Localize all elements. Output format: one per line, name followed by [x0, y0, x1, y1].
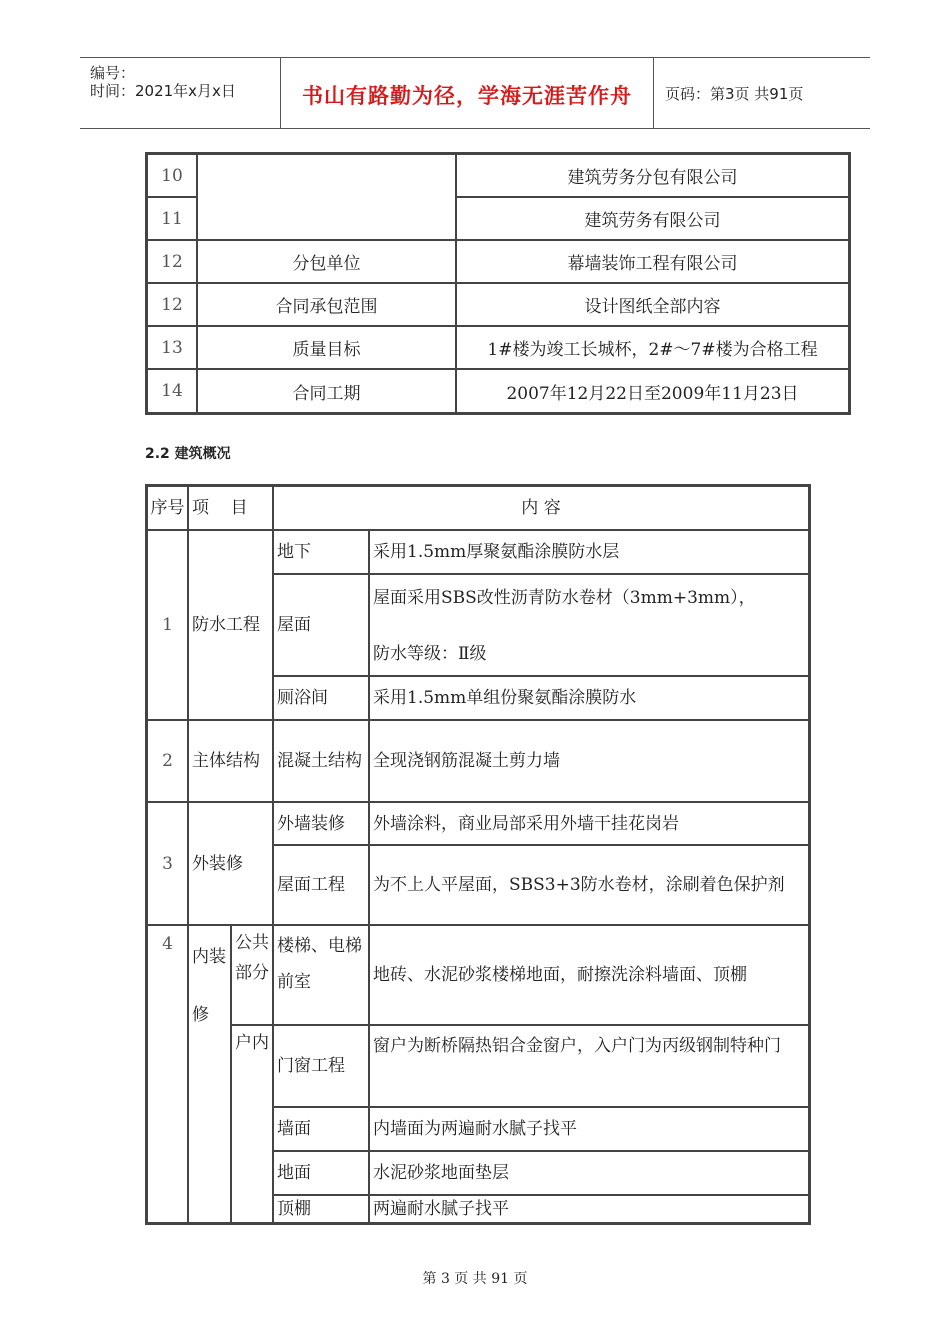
row-item: 合同承包范围: [197, 283, 456, 326]
table-row: [147, 925, 809, 1025]
row-content: 1#楼为竣工长城杯，2#～7#楼为合格工程: [456, 326, 849, 369]
row-item: [197, 154, 456, 240]
motto: 书山有路勤为径，学海无涯苦作舟: [302, 84, 632, 108]
group-name: 防水工程: [188, 530, 273, 720]
time-label: 时间：2021年x月x日: [90, 82, 236, 100]
table-row: [147, 369, 849, 413]
page-info: 页码：第3页 共91页: [665, 85, 804, 103]
sub-content: 采用1.5mm单组份聚氨酯涂膜防水: [369, 676, 809, 720]
sub-content-line2: 防水等级：Ⅱ级: [373, 644, 487, 664]
sub-item: 地面: [273, 1151, 369, 1195]
row-item: 合同工期: [197, 369, 456, 413]
row-content: 幕墙装饰工程有限公司: [456, 240, 849, 283]
table-row: [147, 283, 849, 326]
sub-item: 门窗工程: [273, 1025, 369, 1107]
group-name: 内装修: [188, 925, 231, 1223]
row-item: 分包单位: [197, 240, 456, 283]
sub-content: 为不上人平屋面，SBS3+3防水卷材，涂刷着色保护剂: [369, 845, 809, 925]
header-page-cell: [653, 58, 870, 128]
sub-content: 窗户为断桥隔热铝合金窗户，入户门为丙级钢制特种门: [369, 1025, 809, 1107]
page-header: [80, 57, 870, 129]
row-number: 14: [147, 369, 197, 413]
table-row: [147, 1025, 809, 1107]
header-no: 序号: [147, 486, 188, 530]
row-content: 建筑劳务有限公司: [456, 197, 849, 240]
sub-item: 屋面: [273, 574, 369, 676]
sub-content: 采用1.5mm厚聚氨酯涂膜防水层: [369, 530, 809, 574]
table-row: [147, 530, 809, 574]
page-footer: 第 3 页 共 91 页: [422, 1271, 528, 1287]
row-number: 11: [147, 197, 197, 240]
row-number: 10: [147, 154, 197, 197]
sub-item: 屋面工程: [273, 845, 369, 925]
group-number: 4: [147, 925, 188, 1223]
table-row: [147, 326, 849, 369]
contract-table: [145, 152, 851, 415]
section-title: 2.2 建筑概况: [145, 446, 231, 462]
row-item: 质量目标: [197, 326, 456, 369]
sub-item: 外墙装修: [273, 802, 369, 845]
number-label: 编号：: [90, 64, 136, 82]
table-row: [147, 240, 849, 283]
group-number: 2: [147, 720, 188, 802]
group-name: 主体结构: [188, 720, 273, 802]
building-overview-table: [145, 484, 811, 1225]
row-number: 12: [147, 240, 197, 283]
group-number: 3: [147, 802, 188, 925]
sub-content: 屋面采用SBS改性沥青防水卷材（3mm+3mm），: [373, 588, 756, 608]
sub-content: 内墙面为两遍耐水腻子找平: [369, 1107, 809, 1151]
table-row: [147, 802, 809, 845]
row-content: 设计图纸全部内容: [456, 283, 849, 326]
sub-content-cell: [369, 574, 809, 676]
table-row: [147, 154, 849, 197]
header-item: 项 目: [188, 486, 273, 530]
sub-content: 水泥砂浆地面垫层: [369, 1151, 809, 1195]
sub-content: 外墙涂料，商业局部采用外墙干挂花岗岩: [369, 802, 809, 845]
sub-item: 墙面: [273, 1107, 369, 1151]
part-household: 户内: [231, 1025, 273, 1223]
table-row: [147, 720, 809, 802]
table-header-row: [147, 486, 809, 530]
sub-content: 全现浇钢筋混凝土剪力墙: [369, 720, 809, 802]
header-motto-cell: [280, 58, 654, 128]
sub-content: 两遍耐水腻子找平: [369, 1195, 809, 1223]
row-content: 2007年12月22日至2009年11月23日: [456, 369, 849, 413]
row-content: 建筑劳务分包有限公司: [456, 154, 849, 197]
part-public: 公共部分: [231, 925, 273, 1025]
sub-item: 厕浴间: [273, 676, 369, 720]
row-number: 13: [147, 326, 197, 369]
header-meta: [80, 58, 280, 128]
sub-item: 顶棚: [273, 1195, 369, 1223]
group-number: 1: [147, 530, 188, 720]
sub-item: 地下: [273, 530, 369, 574]
sub-item: 混凝土结构: [273, 720, 369, 802]
row-number: 12: [147, 283, 197, 326]
sub-content: 地砖、水泥砂浆楼梯地面，耐擦洗涂料墙面、顶棚: [369, 925, 809, 1025]
sub-item: 楼梯、电梯前室: [273, 925, 369, 1025]
group-name: 外装修: [188, 802, 273, 925]
header-content: 内 容: [273, 486, 809, 530]
